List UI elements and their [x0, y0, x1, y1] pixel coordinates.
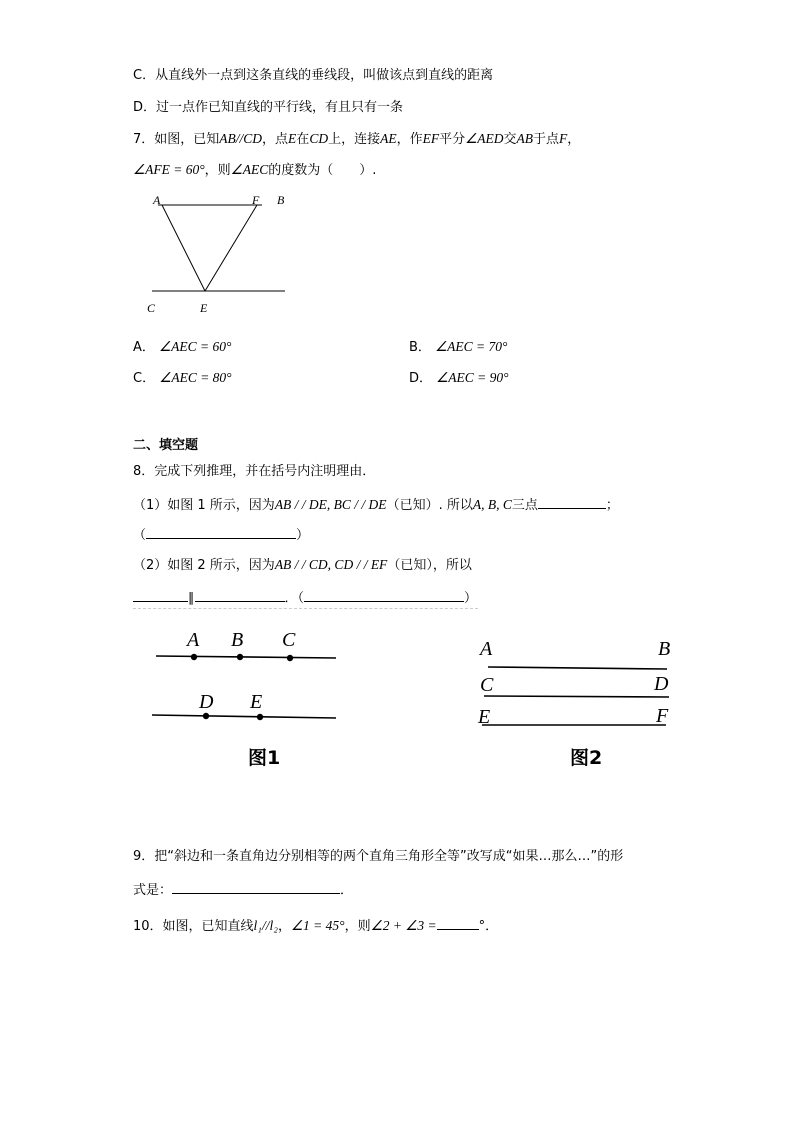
- q6-option-c: C．从直线外一点到这条直线的垂线段，叫做该点到直线的距离: [133, 68, 494, 83]
- q7-text: 的度数为（ ）.: [268, 163, 377, 178]
- line-de: [152, 715, 336, 718]
- q10-math: ∠2 + ∠3 =: [370, 918, 437, 933]
- option-expr: ∠AEC = 70°: [435, 339, 508, 354]
- q7-stem-line2: [133, 161, 376, 180]
- point-e: [257, 714, 263, 720]
- label-a: A: [187, 629, 200, 651]
- line-ab: [488, 667, 667, 669]
- label-f: F: [656, 705, 669, 727]
- q7-math: AB: [516, 131, 533, 146]
- faint-divider: [133, 608, 478, 609]
- answer-blank[interactable]: [172, 879, 340, 894]
- label-e: E: [478, 706, 491, 728]
- q7-math: ∠AEC: [230, 162, 269, 177]
- option-label: A．: [133, 340, 155, 355]
- q8-text: （已知）. 所以: [386, 498, 473, 513]
- q6-option-d: D．过一点作已知直线的平行线，有且只有一条: [133, 100, 404, 115]
- label-e: E: [200, 301, 208, 315]
- q10-text: °．: [478, 919, 499, 934]
- label-c: C: [480, 674, 494, 696]
- q7-text: ，点: [262, 132, 289, 147]
- q10-math: l₁//l₂: [253, 918, 278, 933]
- paren-open: （: [297, 591, 305, 606]
- q7-math: E: [288, 131, 297, 146]
- option-expr: ∠AEC = 80°: [159, 370, 232, 385]
- q8-text: （2）如图 2 所示，因为: [133, 558, 275, 573]
- q8-part2: [133, 556, 472, 575]
- paren-open: （: [133, 528, 147, 543]
- q7-text: 平分: [439, 132, 466, 147]
- q7-math: CD: [309, 131, 329, 146]
- parallel-symbol: ∥: [188, 591, 195, 606]
- q10-math: ∠1 = 45°: [290, 918, 345, 933]
- q7-math: AB//CD: [219, 131, 263, 146]
- segment-ef: [205, 205, 257, 291]
- q9-line1: 9．把“斜边和一条直角边分别相等的两个直角三角形全等”改写成“如果…那么…”的形: [133, 849, 624, 864]
- label-d: D: [654, 673, 669, 695]
- label-e: E: [250, 691, 263, 713]
- paren-close: ）: [296, 528, 310, 543]
- label-c: C: [147, 301, 156, 315]
- q9-line2: [133, 879, 353, 900]
- q10-text: ，则: [344, 919, 371, 934]
- paren-close: ）: [464, 591, 478, 606]
- q7-text: 于点: [533, 132, 560, 147]
- figure-2: [474, 630, 684, 735]
- point-d: [203, 713, 209, 719]
- q9-text: 式是：: [133, 883, 173, 898]
- q7-text: ，则: [204, 163, 231, 178]
- q8-text: 三点: [511, 498, 538, 513]
- figure-1-caption: 图1: [248, 747, 281, 769]
- label-b: B: [658, 638, 671, 660]
- answer-blank[interactable]: [437, 915, 479, 930]
- q8-part1: [133, 494, 619, 515]
- option-label: C．: [133, 371, 156, 386]
- q8-text: （已知），所以: [387, 558, 472, 573]
- label-c: C: [282, 629, 296, 651]
- option-expr: ∠AEC = 60°: [159, 339, 232, 354]
- q9-text: ．: [340, 883, 354, 898]
- point-b: [237, 654, 243, 660]
- line-abc: [156, 656, 336, 658]
- label-d: D: [199, 691, 214, 713]
- answer-blank[interactable]: [133, 587, 188, 602]
- q7-math: AE: [380, 131, 397, 146]
- q8-math: A, B, C: [472, 497, 512, 512]
- line-cd: [484, 696, 669, 697]
- reason-blank[interactable]: [304, 587, 464, 602]
- option-expr: ∠AEC = 90°: [436, 370, 509, 385]
- q10-text: 10．如图，已知直线: [133, 919, 254, 934]
- label-a: A: [153, 193, 161, 207]
- q8-math: AB / / CD, CD / / EF: [274, 557, 388, 572]
- section-title: 二、填空题: [133, 438, 199, 453]
- q7-math: ∠AFE = 60°: [133, 162, 205, 177]
- q7-text: 上，连接: [328, 132, 381, 147]
- q7-option-a: [133, 338, 231, 357]
- q7-option-d: [409, 369, 509, 388]
- q8-math: AB / / DE, BC / / DE: [274, 497, 387, 512]
- q7-text: 在: [296, 132, 310, 147]
- label-a: A: [480, 638, 493, 660]
- option-label: D．: [409, 371, 433, 386]
- q7-option-b: [409, 338, 507, 357]
- point-c: [287, 655, 293, 661]
- point-a: [191, 654, 197, 660]
- q7-figure: [140, 188, 300, 318]
- dot: ．: [284, 591, 298, 606]
- label-f: F: [252, 193, 260, 207]
- reason-blank[interactable]: [146, 524, 296, 539]
- q8-text: ；: [605, 498, 619, 513]
- figure-1: [148, 620, 348, 735]
- q7-math: ∠AED: [465, 131, 504, 146]
- segment-ae: [162, 205, 205, 291]
- q10-text: ，: [277, 919, 291, 934]
- q7-text: 交: [503, 132, 517, 147]
- q7-stem-line1: [133, 130, 580, 149]
- q7-math: F: [559, 131, 568, 146]
- option-label: B．: [409, 340, 431, 355]
- q8-text: （1）如图 1 所示，因为: [133, 498, 275, 513]
- answer-blank[interactable]: [195, 587, 285, 602]
- q8-intro: 8．完成下列推理，并在括号内注明理由．: [133, 464, 376, 479]
- label-b: B: [231, 629, 244, 651]
- q7-math: EF: [422, 131, 440, 146]
- label-b: B: [277, 193, 285, 207]
- q8-part1-reason: [133, 524, 309, 545]
- q8-part2-answer: [133, 587, 477, 608]
- q7-text: 7．如图，已知: [133, 132, 220, 147]
- answer-blank[interactable]: [538, 494, 606, 509]
- q7-text: ，: [567, 132, 581, 147]
- q10-line: [133, 915, 498, 936]
- q7-text: ，作: [396, 132, 423, 147]
- q7-option-c: [133, 369, 232, 388]
- figure-2-caption: 图2: [570, 747, 603, 769]
